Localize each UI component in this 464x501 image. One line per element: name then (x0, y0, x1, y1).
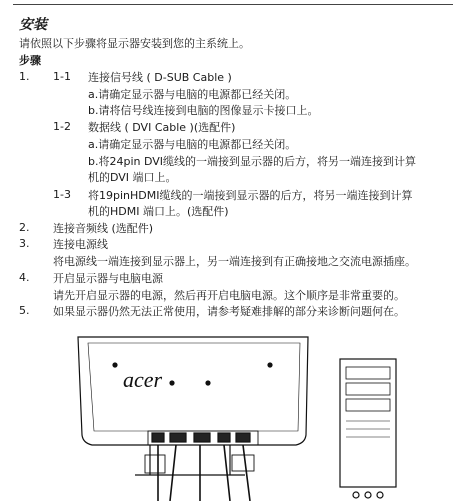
step-2-text: 连接音频线 (选配件) (53, 222, 154, 235)
monitor-brand-logo: acer (123, 367, 163, 392)
pc-tower (340, 359, 396, 498)
step-3-text: 连接电源线 (53, 238, 108, 251)
substep-1-1-title: 连接信号线 ( D-SUB Cable ) (88, 71, 232, 84)
step-5-text: 如果显示器仍然无法正常使用，请参考疑难排解的部分来诊断问题何在。 (53, 305, 405, 318)
substep-1-2-item-a: a.请确定显示器与电脑的电源都已经关闭。 (88, 138, 297, 151)
monitor-stand (150, 445, 230, 475)
substep-1-3-item: 机的HDMI 端口上。(选配件) (88, 205, 229, 218)
steps-heading: 步骤 (19, 54, 41, 67)
intro-text: 请依照以下步骤将显示器安装到您的主系统上。 (19, 37, 250, 50)
substep-1-2-title: 数据线 ( DVI Cable )(选配件) (88, 121, 236, 134)
substep-1-2-item-b: b.将24pin DVI缆线的一端接到显示器的后方，将另一端连接到计算 (88, 155, 417, 168)
step-5-number: 5. (19, 304, 30, 317)
substep-1-1-number: 1-1 (53, 70, 71, 83)
step-3-detail: 将电源线一端连接到显示器上，另一端连接到有正确接地之交流电源插座。 (53, 255, 416, 268)
substep-1-2-number: 1-2 (53, 120, 71, 133)
connection-illustration (0, 325, 464, 501)
substep-1-3-number: 1-3 (53, 188, 71, 201)
section-title: 安装 (19, 17, 47, 33)
step-1-number: 1. (19, 70, 30, 83)
substep-1-1-item-b: b.请将信号线连接到电脑的图像显示卡接口上。 (88, 104, 319, 117)
cables (158, 445, 250, 501)
step-4-text: 开启显示器与电脑电源 (53, 272, 163, 285)
substep-1-1-item-a: a.请确定显示器与电脑的电源都已经关闭。 (88, 88, 297, 101)
step-3-number: 3. (19, 237, 30, 250)
step-2-number: 2. (19, 221, 30, 234)
monitor-back (78, 337, 308, 445)
substep-1-3-title: 将19pinHDMI缆线的一端接到显示器的后方，将另一端连接到计算 (88, 189, 413, 202)
step-4-detail: 请先开启显示器的电源，然后再开启电脑电源。这个顺序是非常重要的。 (53, 289, 405, 302)
substep-1-2-item-b-cont: 机的DVI 端口上。 (88, 171, 177, 184)
step-4-number: 4. (19, 271, 30, 284)
top-rule (13, 4, 453, 5)
